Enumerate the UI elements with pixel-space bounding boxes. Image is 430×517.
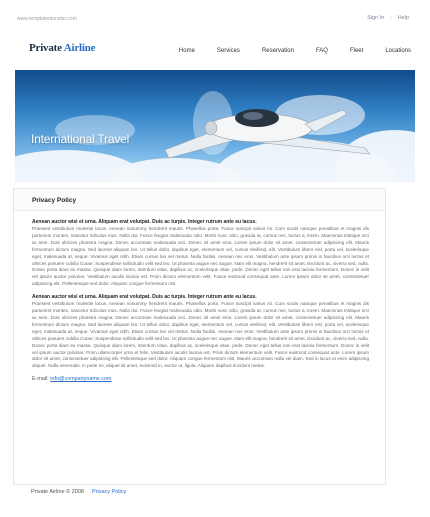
nav-services[interactable]: Services xyxy=(216,48,240,54)
logo[interactable] xyxy=(29,42,95,54)
airplane-image xyxy=(165,88,375,178)
nav-home[interactable]: Home xyxy=(178,48,195,54)
section-lead: Aenean auctor wisi et urna. Aliquam erat volutpat. Duis ac turpis. Integer rutrum ante eu lacus. xyxy=(32,219,257,225)
site-footer xyxy=(15,485,415,505)
help-link[interactable]: Help xyxy=(397,15,409,21)
email-label: E-mail: xyxy=(32,376,51,383)
divider: | xyxy=(390,15,392,21)
main-nav xyxy=(157,48,411,54)
section-paragraph: Praesent vestibulum molestie lacus. Aenean nonummy hendrerit mauris. Phasellus porta. Fusce suscipit varius mi. Cum sociis natoque penatibus et magnis dis parturient montes, nascetur ridiculus mus. Nulla dui. Fusce feugiat malesuada odio. Morbi nunc odio, gravida at, cursus nec, luctus a, lorem. Maecenas tristique orci ac sem. Duis ultricies pharetra magna. Donec accumsan malesuada orci. Donec sit amet eros. Lorem ipsum dolor sit amet, consectetuer adipiscing elit. Mauris fermentum dictum magna. Sed laoreet aliquam leo. Ut tellus dolor, dapibus eget, elementum vel, cursus eleifend, elit. Vestibulum libero nisl, porta vel, scelerisque eget, malesuada at, neque. Vivamus eget nibh. Etiam cursus leo vel metus. Nulla facilisi. Aenean nec eros. Vestibulum ante ipsum primis in faucibus orci luctus et ultrices posuere cubilia Curae; Suspendisse sollicitudin velit sed leo. Ut pharetra augue nec augue. Nam elit magna, hendrerit sit amet, tincidunt ac, viverra sed, nulla. Donec porta diam eu massa. Quisque diam lorem, interdum vitae, dapibus ac, scelerisque vitae, pede. Donec eget tellus non erat lacinia fermentum. Donec in velit vel ipsum auctor pulvinar. Vestibulum iaculis lacinia est. Proin dictum elementum velit. Fusce euismod consequat ante. Lorem ipsum dolor sit amet, consectetuer adipiscing elit. Pellentesque sed dolor. Aliquam congue fermentum nisl. xyxy=(32,226,369,287)
section-paragraph: Praesent vestibulum molestie lacus. Aenean nonummy hendrerit mauris. Phasellus porta. Fusce suscipit varius mi. Cum sociis natoque penatibus et magnis dis parturient montes, nascetur ridiculus mus. Nulla dui. Fusce feugiat malesuada odio. Morbi nunc odio, gravida at, cursus nec, luctus a, lorem. Maecenas tristique orci ac sem. Duis ultricies pharetra magna. Donec accumsan malesuada orci. Donec sit amet eros. Lorem ipsum dolor sit amet, consectetuer adipiscing elit. Mauris fermentum dictum magna. Sed laoreet aliquam leo. Ut tellus dolor, dapibus eget, elementum vel, cursus eleifend, elit. Vestibulum libero nisl, porta vel, scelerisque eget, malesuada at, neque. Vivamus eget nibh. Etiam cursus leo vel metus. Nulla facilisi. Aenean nec eros. Vestibulum ante ipsum primis in faucibus orci luctus et ultrices posuere cubilia Curae; Suspendisse sollicitudin velit sed leo. Ut pharetra augue nec augue. Nam elit magna, hendrerit sit amet, tincidunt ac, viverra sed, nulla. Donec porta diam eu massa. Quisque diam lorem, interdum vitae, dapibus ac, scelerisque vitae, pede. Donec eget tellus non erat lacinia fermentum. Donec in velit vel ipsum auctor pulvinar. Proin ullamcorper urna et felis. Vestibulum iaculis lacinia est. Proin dictum elementum velit. Fusce euismod consequat ante. Lorem ipsum dolor sit amet, consectetuer adipiscing elit. Pellentesque sed dolor. Aliquam congue fermentum nisl. Mauris accumsan nulla vel diam. Sed in lacus ut enim adipiscing aliquet. Nulla venenatis. In pede mi, aliquet sit amet, euismod in, auctor ut, ligula. Aliquam dapibus tincidunt metus. xyxy=(32,301,369,369)
page-title: Privacy Policy xyxy=(14,189,385,211)
logo-part1: Private xyxy=(29,42,64,54)
copyright-text: Private Airline © 2008 xyxy=(31,489,84,495)
hero-title: International Travel xyxy=(31,132,130,146)
nav-locations[interactable]: Locations xyxy=(385,48,411,54)
section-lead: Aenean auctor wisi et urna. Aliquam erat volutpat. Duis ac turpis. Integer rutrum ante eu lacus. xyxy=(32,294,257,301)
nav-fleet[interactable]: Fleet xyxy=(349,48,364,54)
site-header xyxy=(15,30,415,72)
privacy-policy-link[interactable]: Privacy Policy xyxy=(91,489,127,495)
hero-banner xyxy=(15,70,415,182)
nav-reservation[interactable]: Reservation xyxy=(261,48,294,54)
content-body xyxy=(14,211,385,382)
content-panel xyxy=(13,188,386,485)
sign-in-link[interactable]: Sign In xyxy=(367,15,385,21)
email-link[interactable]: info@companyname.com xyxy=(50,376,112,383)
contact-email xyxy=(32,376,369,382)
logo-part2: Airline xyxy=(63,42,96,54)
nav-faq[interactable]: FAQ xyxy=(315,48,328,54)
page-frame xyxy=(15,8,415,508)
site-url: www.templatemonster.com xyxy=(17,16,77,22)
top-links xyxy=(367,15,409,21)
top-bar xyxy=(15,8,415,30)
